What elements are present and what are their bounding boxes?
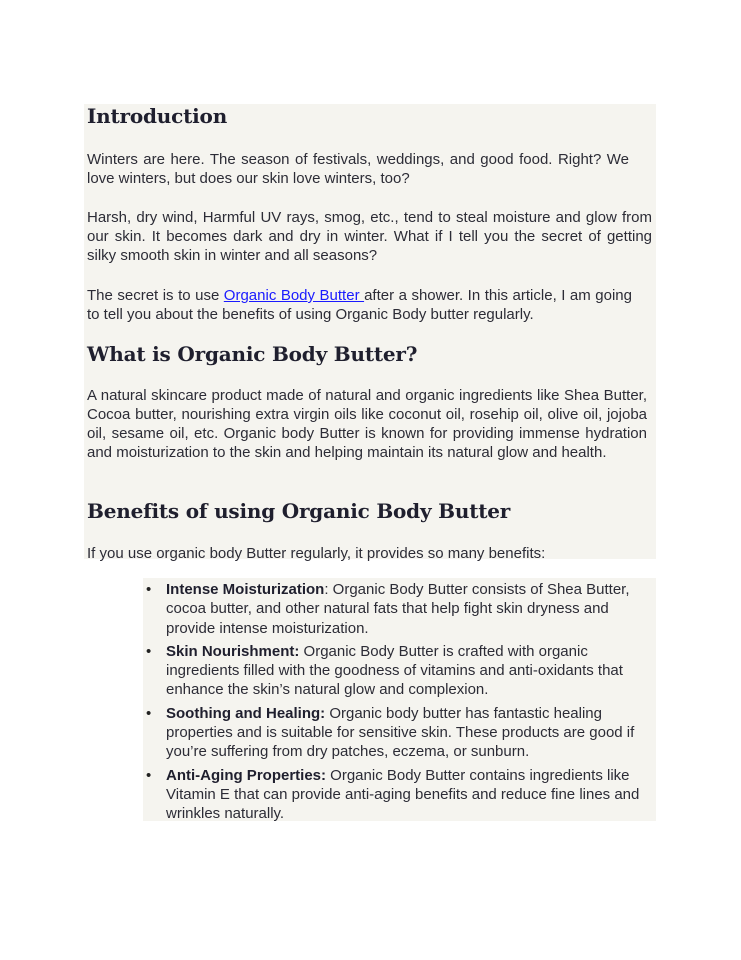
- benefit-title: Anti-Aging Properties:: [166, 766, 326, 784]
- intro-paragraph-2: Harsh, dry wind, Harmful UV rays, smog, etc., tend to steal moisture and glow from our skin. It becomes dark and dry in winter. What if I tell you the secret of getting silky smooth skin in winter and all seasons?: [87, 209, 652, 264]
- benefits-heading: Benefits of using Organic Body Butter: [87, 499, 511, 523]
- introduction-heading: Introduction: [87, 104, 228, 128]
- list-item: [143, 704, 643, 762]
- list-item: [143, 642, 643, 700]
- benefit-text: Organic Body Butter contains ingredients like Vitamin E that can provide anti-aging benefits and reduce fine lines and wrinkles naturally.: [166, 766, 640, 823]
- organic-body-butter-link[interactable]: Organic Body Butter: [223, 287, 365, 304]
- benefit-title: Skin Nourishment:: [166, 642, 300, 660]
- benefit-text: Organic body butter has fantastic healing properties and is suitable for sensitive skin. These products are good if you’re suffering from dry patches, eczema, or sunburn.: [166, 704, 635, 761]
- intro-paragraph-1: Winters are here. The season of festivals, weddings, and good food. Right? We love winters, but does our skin love winters, too?: [87, 151, 629, 187]
- benefits-list: [143, 580, 643, 828]
- intro-p3-after: after a shower. In this article, I am going to tell you about the benefits of using Organic Body butter regularly.: [87, 287, 632, 323]
- what-is-heading: What is Organic Body Butter?: [87, 342, 418, 366]
- benefit-text: : Organic Body Butter consists of Shea Butter, cocoa butter, and other natural fats that help fight skin dryness and provide intense moisturization.: [166, 581, 630, 637]
- benefit-title: Soothing and Healing:: [166, 704, 326, 722]
- intro-paragraph-3: [87, 286, 632, 324]
- list-item: [143, 580, 643, 638]
- benefits-intro: If you use organic body Butter regularly, it provides so many benefits:: [87, 545, 546, 562]
- list-item: [143, 766, 643, 824]
- benefit-text: Organic Body Butter is crafted with organic ingredients filled with the goodness of vitamins and anti-oxidants that enhance the skin’s natural glow and complexion.: [166, 642, 623, 699]
- what-is-paragraph: A natural skincare product made of natural and organic ingredients like Shea Butter, Cocoa butter, nourishing extra virgin oils like coconut oil, rosehip oil, olive oil, jojoba oil, sesame oil, etc. Organic body Butter is known for providing immense hydration and moisturization to the skin and helping maintain its natural glow and health.: [87, 387, 647, 461]
- intro-p3-before: The secret is to use: [87, 287, 224, 304]
- benefit-title: Intense Moisturization: [166, 581, 325, 598]
